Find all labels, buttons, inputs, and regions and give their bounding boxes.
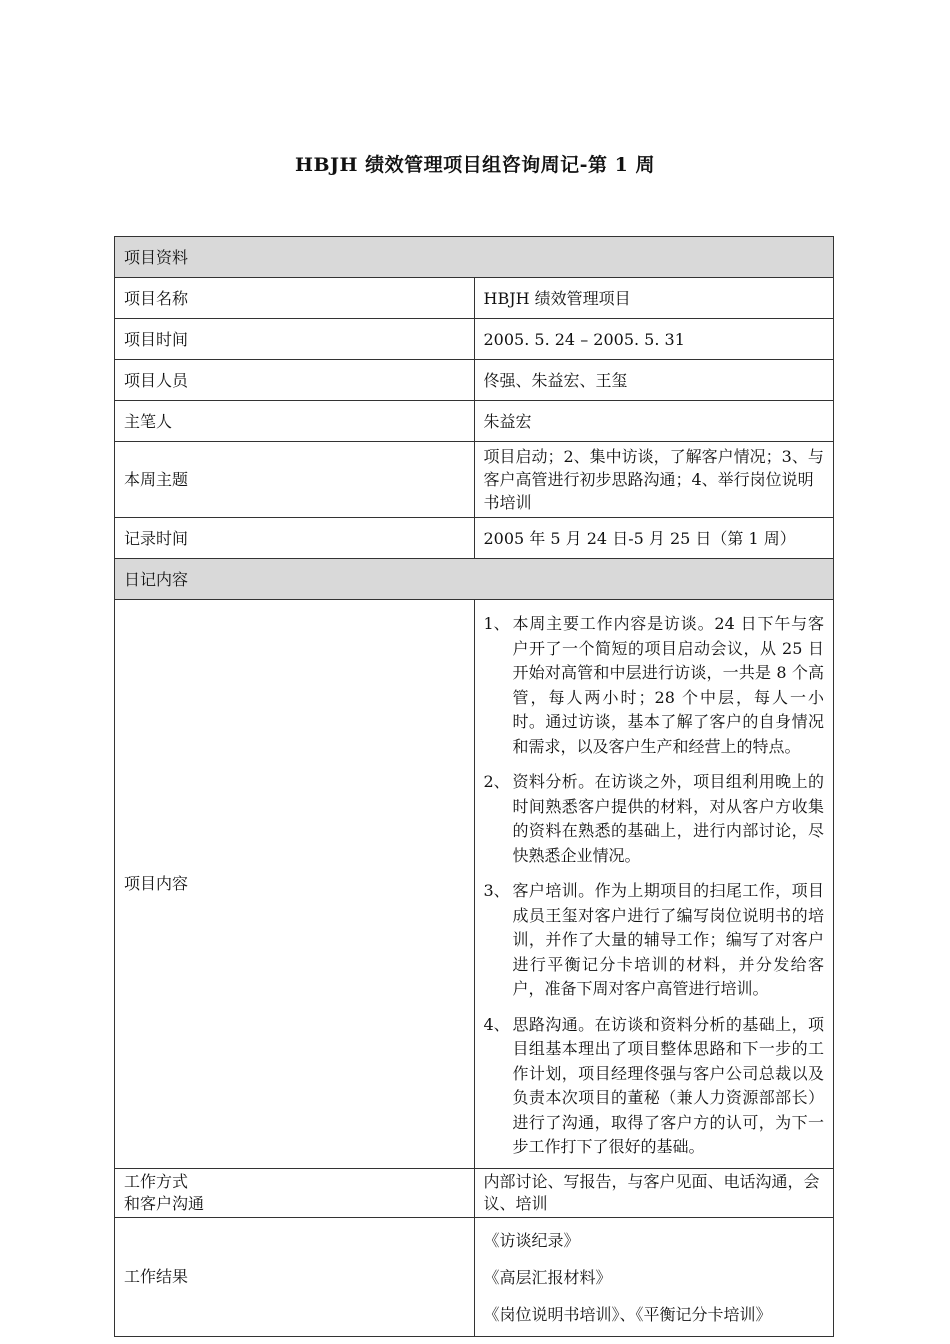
project-time-value: 2005. 5. 24 – 2005. 5. 31 bbox=[474, 319, 834, 360]
project-time-label: 项目时间 bbox=[115, 319, 475, 360]
content-item-text: 本周主要工作内容是访谈。24 日下午与客户开了一个简短的项目启动会议，从 25 日开始对高管和中层进行访谈，一共是 8 个高管，每人两小时；28 个中层，每人一小时。通过访谈，基本了解了客户的自身情况和需求，以及客户生产和经营上的特点。 bbox=[512, 614, 824, 756]
row-project-time bbox=[115, 319, 834, 360]
work-method-value: 内部讨论、写报告，与客户见面、电话沟通，会议、培训 bbox=[474, 1168, 834, 1217]
work-method-label bbox=[115, 1168, 475, 1217]
content-item-text: 客户培训。作为上期项目的扫尾工作，项目成员王玺对客户进行了编写岗位说明书的培训，并作了大量的辅导工作；编写了对客户进行平衡记分卡培训的材料，并分发给客户，准备下周对客户高管进行培训。 bbox=[512, 881, 824, 998]
content-item bbox=[484, 612, 825, 759]
section-row-project-info bbox=[115, 237, 834, 278]
content-item-number: 3、 bbox=[483, 881, 510, 900]
content-item-text: 资料分析。在访谈之外，项目组利用晚上的时间熟悉客户提供的材料，对从客户方收集的资料在熟悉的基础上，进行内部讨论，尽快熟悉企业情况。 bbox=[512, 772, 824, 865]
section-header-diary: 日记内容 bbox=[115, 559, 834, 600]
content-item-number: 4、 bbox=[483, 1014, 510, 1034]
work-method-label-line2: 和客户沟通 bbox=[124, 1193, 205, 1213]
project-name-label: 项目名称 bbox=[115, 278, 475, 319]
writer-value: 朱益宏 bbox=[474, 401, 834, 442]
section-header-project-info: 项目资料 bbox=[115, 237, 834, 278]
project-people-value: 佟强、朱益宏、王玺 bbox=[474, 360, 834, 401]
record-time-label: 记录时间 bbox=[115, 518, 475, 559]
row-work-method bbox=[115, 1168, 834, 1217]
content-item bbox=[484, 879, 825, 1002]
row-project-content bbox=[115, 600, 834, 1169]
result-item: 《高层汇报材料》 bbox=[483, 1267, 612, 1287]
content-item-text: 思路沟通。在访谈和资料分析的基础上，项目组基本理出了项目整体思路和下一步的工作计划，项目经理佟强与客户公司总裁以及负责本次项目的董秘（兼人力资源部部长）进行了沟通，取得了客户方的认可，为下一步工作打下了很好的基础。 bbox=[512, 1014, 824, 1156]
work-results-label: 工作结果 bbox=[115, 1217, 475, 1336]
project-name-value: HBJH 绩效管理项目 bbox=[474, 278, 834, 319]
row-weekly-theme bbox=[115, 442, 834, 518]
content-item bbox=[484, 770, 825, 868]
row-writer bbox=[115, 401, 834, 442]
writer-label: 主笔人 bbox=[115, 401, 475, 442]
row-project-name bbox=[115, 278, 834, 319]
work-method-label-line1: 工作方式 bbox=[124, 1171, 189, 1191]
project-content-label: 项目内容 bbox=[115, 600, 475, 1169]
content-item bbox=[484, 1013, 825, 1160]
content-item-number: 2、 bbox=[483, 772, 510, 791]
weekly-theme-value: 项目启动；2、集中访谈，了解客户情况；3、与客户高管进行初步思路沟通；4、举行岗位说明书培训 bbox=[474, 442, 834, 518]
page-title: HBJH 绩效管理项目组咨询周记-第 1 周 bbox=[295, 154, 655, 176]
weekly-report-table bbox=[114, 236, 834, 1337]
section-row-diary bbox=[115, 559, 834, 600]
row-project-people bbox=[115, 360, 834, 401]
result-item: 《岗位说明书培训》、《平衡记分卡培训》 bbox=[483, 1304, 772, 1324]
project-people-label: 项目人员 bbox=[115, 360, 475, 401]
project-content-value bbox=[474, 600, 834, 1169]
work-results-value bbox=[474, 1217, 834, 1336]
weekly-theme-label: 本周主题 bbox=[115, 442, 475, 518]
row-work-results bbox=[115, 1217, 834, 1336]
content-item-number: 1、 bbox=[483, 614, 510, 633]
content-list bbox=[484, 612, 825, 1160]
row-record-time bbox=[115, 518, 834, 559]
record-time-value: 2005 年 5 月 24 日-5 月 25 日（第 1 周） bbox=[474, 518, 834, 559]
result-item: 《访谈纪录》 bbox=[483, 1230, 580, 1250]
